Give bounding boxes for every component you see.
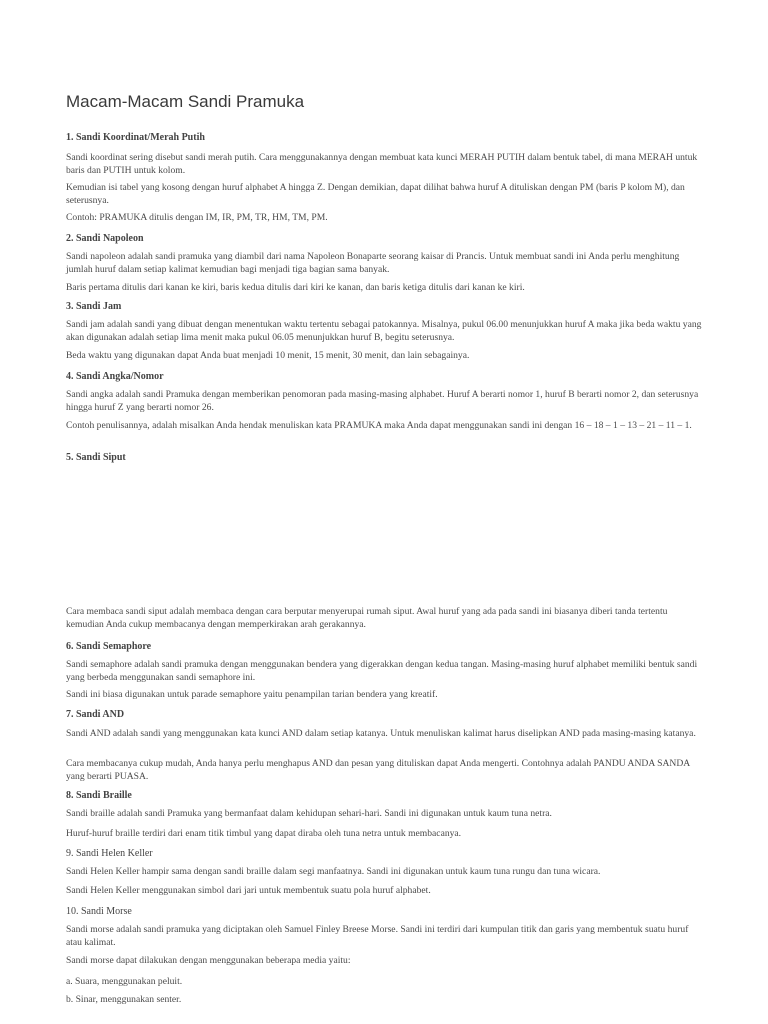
paragraph: Sandi morse adalah sandi pramuka yang diciptakan oleh Samuel Finley Breese Morse. Sandi ini terdiri dari kumpulan titik dan garis yang membentuk suatu huruf atau kalimat.: [66, 924, 689, 948]
paragraph: Sandi napoleon adalah sandi pramuka yang diambil dari nama Napoleon Bonaparte seorang kaisar di Prancis. Untuk membuat sandi ini Anda perlu menghitung jumlah huruf dalam setiap kalimat kemudian bagi menjadi tiga bagian sama banyak.: [66, 251, 680, 275]
paragraph: Cara membacanya cukup mudah, Anda hanya perlu menghapus AND dan pesan yang dituliskan dapat Anda mengerti. Contohnya adalah PANDU ANDA SANDA yang berarti PUASA.: [66, 758, 690, 782]
section-heading: 6. Sandi Semaphore: [66, 641, 152, 652]
paragraph: Cara membaca sandi siput adalah membaca dengan cara berputar menyerupai rumah siput. Awal huruf yang ada pada sandi ini biasanya diberi tanda tertentu kemudian Anda cukup membacanya dengan memperkirakan arah gerakannya.: [66, 606, 668, 630]
paragraph: Sandi morse dapat dilakukan dengan menggunakan beberapa media yaitu:: [66, 955, 351, 966]
paragraph: Contoh: PRAMUKA ditulis dengan IM, IR, PM, TR, HM, TM, PM.: [66, 212, 328, 223]
paragraph: Beda waktu yang digunakan dapat Anda buat menjadi 10 menit, 15 menit, 30 menit, dan lain sebagainya.: [66, 350, 470, 361]
section-heading: 8. Sandi Braille: [66, 790, 132, 801]
section-heading: 5. Sandi Siput: [66, 452, 126, 463]
paragraph: Sandi ini biasa digunakan untuk parade semaphore yaitu penampilan tarian bendera yang kreatif.: [66, 689, 438, 700]
section-heading: 10. Sandi Morse: [66, 906, 132, 917]
paragraph: Sandi AND adalah sandi yang menggunakan kata kunci AND dalam setiap katanya. Untuk menuliskan kalimat harus diselipkan AND pada masing-masing katanya.: [66, 728, 696, 739]
paragraph: Kemudian isi tabel yang kosong dengan huruf alphabet A hingga Z. Dengan demikian, dapat dilihat bahwa huruf A dituliskan dengan PM (baris P kolom M), dan seterusnya.: [66, 182, 685, 206]
paragraph: Sandi Helen Keller hampir sama dengan sandi braille dalam segi manfaatnya. Sandi ini digunakan untuk kaum tuna rungu dan tuna wicara.: [66, 866, 601, 877]
page-title: Macam-Macam Sandi Pramuka: [66, 92, 305, 111]
section-heading: 9. Sandi Helen Keller: [66, 848, 153, 859]
paragraph: Sandi Helen Keller menggunakan simbol dari jari untuk membentuk suatu pola huruf alphabet.: [66, 885, 431, 896]
paragraph: Sandi angka adalah sandi Pramuka dengan memberikan penomoran pada masing-masing alphabet. Huruf A berarti nomor 1, huruf B berarti nomor 2, dan seterusnya hingga huruf Z yang berarti nomor 26.: [66, 389, 699, 413]
paragraph: Sandi jam adalah sandi yang dibuat dengan menentukan waktu tertentu sebagai patokannya. Misalnya, pukul 06.00 menunjukkan huruf A maka jika beda waktu yang akan digunakan adalah setiap lima menit maka pukul 06.05 menunjukkan huruf B, begitu seterusnya.: [66, 319, 702, 343]
section-heading: 7. Sandi AND: [66, 709, 125, 720]
section-heading: 4. Sandi Angka/Nomor: [66, 371, 164, 382]
paragraph: Contoh penulisannya, adalah misalkan Anda hendak menuliskan kata PRAMUKA maka Anda dapat menggunakan sandi ini dengan 16 – 18 – 1 – 13 – 21 – 11 – 1.: [66, 420, 692, 431]
section-heading: 1. Sandi Koordinat/Merah Putih: [66, 132, 205, 143]
paragraph: Sandi semaphore adalah sandi pramuka dengan menggunakan bendera yang digerakkan dengan kedua tangan. Masing-masing huruf alphabet memiliki bentuk sandi yang berbeda menggunakan sandi semaphore ini.: [66, 659, 698, 683]
paragraph: Huruf-huruf braille terdiri dari enam titik timbul yang dapat diraba oleh tuna netra untuk membacanya.: [66, 828, 462, 839]
section-heading: 2. Sandi Napoleon: [66, 233, 144, 244]
paragraph: Sandi braille adalah sandi Pramuka yang bermanfaat dalam kehidupan sehari-hari. Sandi ini digunakan untuk kaum tuna netra.: [66, 808, 552, 819]
paragraph: b. Sinar, menggunakan senter.: [66, 994, 182, 1005]
paragraph: a. Suara, menggunakan peluit.: [66, 976, 183, 987]
section-heading: 3. Sandi Jam: [66, 301, 122, 312]
paragraph: Baris pertama ditulis dari kanan ke kiri, baris kedua ditulis dari kiri ke kanan, dan baris ketiga ditulis dari kanan ke kiri.: [66, 282, 525, 293]
paragraph: Sandi koordinat sering disebut sandi merah putih. Cara menggunakannya dengan membuat kata kunci MERAH PUTIH dalam bentuk tabel, di mana MERAH untuk baris dan PUTIH untuk kolom.: [66, 152, 698, 176]
